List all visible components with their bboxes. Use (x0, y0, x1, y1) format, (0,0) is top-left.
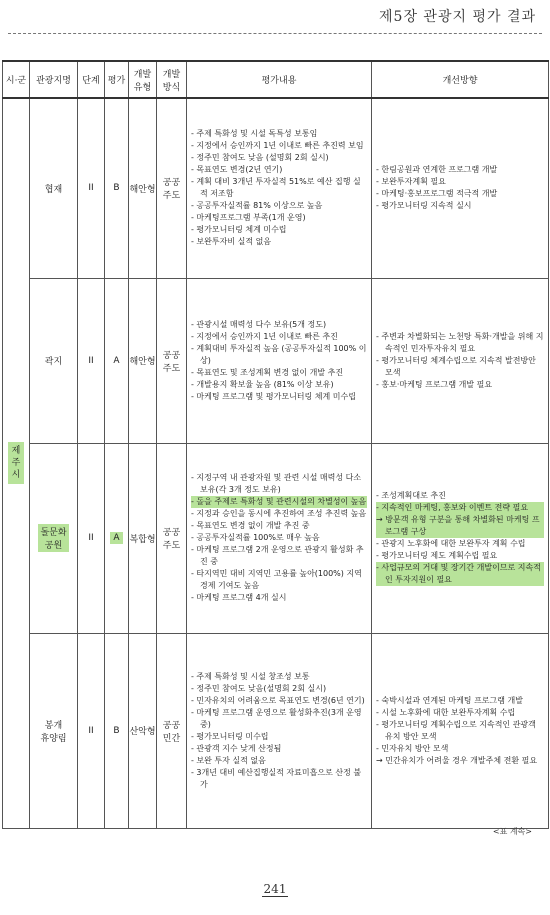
evaluation-item: - 마케팅 프로그램 운영으로 활성화추진(3개 운영 중) (191, 707, 362, 729)
evaluation-cell (187, 633, 372, 828)
dev-type-cell: 해안형 (129, 98, 157, 278)
stage-cell: II (78, 98, 105, 278)
evaluation-item: - 정주민 참여도 낮음 (설명회 2회 실시) (191, 153, 329, 163)
improvement-cell (372, 443, 549, 633)
dev-method-cell: 공공 주도 (157, 443, 187, 633)
col-header-dev-type: 개발 유형 (129, 61, 157, 98)
evaluation-cell (187, 98, 372, 278)
evaluation-item: - 3개년 대비 예산집행실적 자료미흡으로 산정 불가 (191, 767, 362, 789)
table-header-row (3, 61, 549, 98)
improvement-item: - 숙박시설과 연계된 마케팅 프로그램 개발 (376, 695, 523, 705)
table-row (3, 633, 549, 828)
evaluation-item: - 개발용지 확보율 높음 (81% 이상 보유) (191, 379, 334, 389)
evaluation-item: - 목표연도 변경(2년 연기) (191, 165, 283, 175)
improvement-item: - 민자유치 방안 모색 (376, 743, 449, 753)
improvement-cell (372, 278, 549, 443)
evaluation-item: - 마케팅 프로그램 2개 운영으로 관광지 활성화 추진 중 (191, 545, 364, 566)
improvement-item: - 평가모니터링 지속적 실시 (376, 201, 472, 211)
evaluation-item: - 지정에서 승인까지 1년 이내로 빠른 추진 (191, 331, 338, 341)
evaluation-item: - 목표연도 변경 없이 개발 추진 중 (191, 521, 310, 530)
col-header-region: 시·군 (3, 61, 30, 98)
evaluation-item: - 마케팅 프로그램 4개 실시 (191, 593, 287, 602)
improvement-item: - 평가모니터링 제도 계획수립 필요 (376, 551, 498, 560)
evaluation-item: - 관광객 지수 낮게 산정됨 (191, 743, 282, 753)
improvement-item: - 보완투자계획 필요 (376, 177, 446, 187)
improvement-item: - 관광지 노후화에 대한 보완투자 계획 수립 (376, 539, 526, 548)
evaluation-item: - 관광시설 매력성 다수 보유(5개 정도) (191, 319, 327, 329)
evaluation-item: - 지정에서 승인까지 1년 이내로 빠른 추진력 보임 (191, 141, 364, 151)
evaluation-item: - 정주민 참여도 낮음(설명회 2회 실시) (191, 683, 327, 693)
evaluation-item: - 마케팅 프로그램 및 평가모니터링 체계 미수립 (191, 391, 356, 401)
evaluation-item: - 계획대비 투자실적 높음 (공공투자실적 100% 이상) (191, 343, 367, 365)
stage-cell: II (78, 633, 105, 828)
improvement-item: - 평가모니터링 계획수립으로 지속적인 관광객 유치 방안 모색 (376, 719, 536, 741)
evaluation-table (2, 60, 549, 829)
evaluation-item: - 마케팅프로그램 부족(1개 운영) (191, 213, 306, 223)
evaluation-item: - 보완 투자 실적 없음 (191, 755, 266, 765)
evaluation-cell (187, 278, 372, 443)
evaluation-item: - 공공투자실적률 100%로 매우 높음 (191, 533, 320, 542)
col-header-improvement: 개선방향 (372, 61, 549, 98)
table-row (3, 443, 549, 633)
improvement-item: - 시설 노후화에 대한 보완투자계획 수립 (376, 707, 516, 717)
evaluation-item: - 공공투자실적률 81% 이상으로 높음 (191, 201, 323, 211)
dev-method-cell: 공공 민간 (157, 633, 187, 828)
col-header-stage: 단계 (78, 61, 105, 98)
improvement-item-highlighted: - 사업규모의 거대 및 장기간 개발이므로 지속적인 투자지원이 필요 (376, 562, 544, 586)
dev-method-cell: 공공 주도 (157, 98, 187, 278)
dev-method-cell: 공공 주도 (157, 278, 187, 443)
table-continued-note: <표 계속> (492, 827, 532, 836)
grade-cell: B (105, 98, 129, 278)
header-rule (8, 33, 542, 34)
improvement-cell (372, 633, 549, 828)
improvement-cell (372, 98, 549, 278)
improvement-item: - 평가모니터링 체계수립으로 지속적 발전방안 모색 (376, 355, 536, 377)
evaluation-cell (187, 443, 372, 633)
grade-cell: A (105, 278, 129, 443)
evaluation-item: - 타지역민 대비 지역민 고용률 높아(100%) 지역경제 기여도 높음 (191, 569, 362, 590)
col-header-evaluation: 평가내용 (187, 61, 372, 98)
improvement-item: → 민간유치가 어려울 경우 개발주체 전환 필요 (376, 755, 538, 765)
stage-cell: II (78, 443, 105, 633)
dev-type-cell: 해안형 (129, 278, 157, 443)
site-name-cell (30, 443, 78, 633)
grade-badge: A (110, 532, 122, 544)
dev-type-cell: 복합형 (129, 443, 157, 633)
table-row (3, 278, 549, 443)
improvement-item-highlighted: - 지속적인 마케팅, 홍보와 이벤트 전략 필요 (376, 502, 544, 514)
table-row (3, 98, 549, 278)
site-name: 돌문화 공원 (38, 524, 68, 552)
evaluation-item: - 목표연도 및 조성계획 변경 없이 개발 추진 (191, 367, 344, 377)
page-number: 241 (263, 882, 287, 896)
evaluation-item-highlighted: - 돌을 주제로 특화성 및 관련시설의 차별성이 높음 (191, 497, 367, 506)
evaluation-item: - 지정구역 내 관광자원 및 관련 시설 매력성 다소 보유(각 3개 정도 보유) (191, 473, 362, 494)
evaluation-item: - 평가모니터링 체계 미수립 (191, 225, 287, 235)
grade-cell (105, 443, 129, 633)
evaluation-item: - 민자유치의 어려움으로 목표연도 변경(6년 연기) (191, 695, 365, 705)
col-header-dev-method: 개발 방식 (157, 61, 187, 98)
stage-cell: II (78, 278, 105, 443)
improvement-item: - 조성계획대로 추진 (376, 491, 446, 500)
region-label: 제주시 (8, 442, 24, 484)
col-header-site: 관광지명 (30, 61, 78, 98)
evaluation-item: - 평가모니터링 미수립 (191, 731, 269, 741)
region-cell (3, 98, 30, 828)
evaluation-item: - 지정과 승인을 동시에 추진하여 조성 추진력 높음 (191, 509, 367, 518)
site-name: 협재 (30, 98, 78, 278)
improvement-item: - 마케팅·홍보프로그램 적극적 개발 (376, 189, 498, 199)
improvement-item-highlighted: → 방문객 유형 구분을 통해 차별화된 마케팅 프로그램 구상 (376, 514, 544, 538)
evaluation-item: - 보완투자비 실적 없음 (191, 237, 272, 247)
col-header-grade: 평가 (105, 61, 129, 98)
evaluation-item: - 계획 대비 3개년 투자실적 51%로 예산 집행 실적 저조함 (191, 177, 361, 199)
improvement-item: - 홍보·마케팅 프로그램 개발 필요 (376, 379, 493, 389)
site-name: 봉개 휴양림 (30, 633, 78, 828)
chapter-header: 제5장 관광지 평가 결과 (379, 9, 536, 25)
page-number-wrap (0, 882, 550, 896)
evaluation-item: - 주제 특화성 및 시설 창조성 보통 (191, 671, 310, 681)
grade-cell: B (105, 633, 129, 828)
dev-type-cell: 산악형 (129, 633, 157, 828)
evaluation-item: - 주제 특화성 및 시설 독특성 보통임 (191, 129, 318, 139)
site-name: 곽지 (30, 278, 78, 443)
improvement-item: - 한림공원과 연계한 프로그램 개발 (376, 165, 498, 175)
improvement-item: - 주변과 차별화되는 노천탕 특화·개발을 위해 지속적인 민자투자유치 필요 (376, 331, 544, 353)
